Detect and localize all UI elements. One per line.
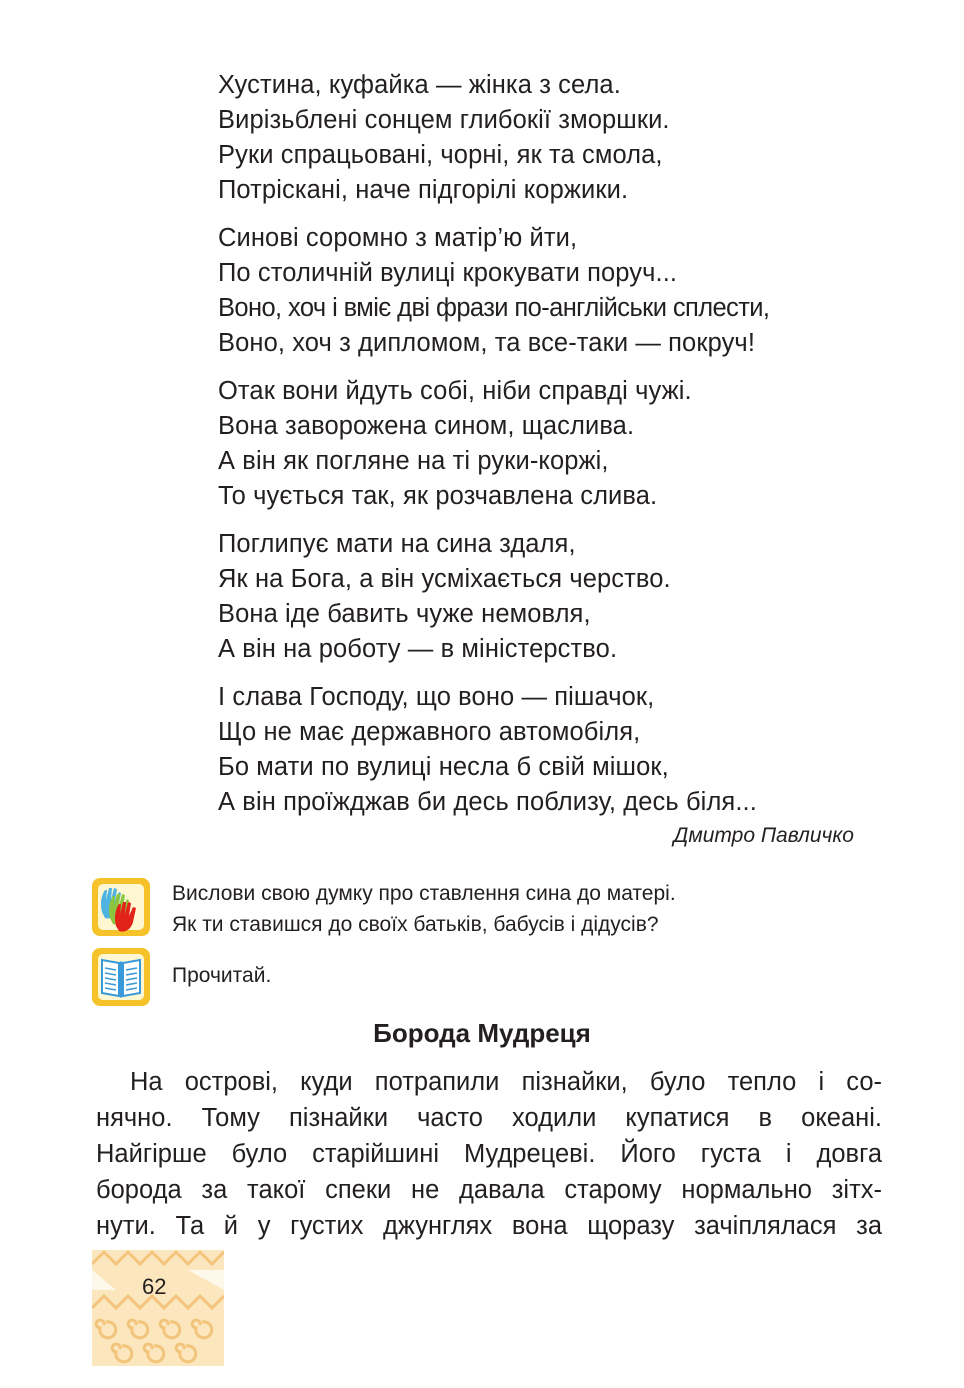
story-title: Борода Мудреця — [373, 1018, 591, 1048]
poem-line: По столичній вулиці крокувати поруч... — [218, 259, 678, 287]
poem-line: Руки спрацьовані, чорні, як та смола, — [218, 141, 663, 169]
stanza — [218, 221, 898, 361]
poem-line: Як на Бога, а він усміхається черство. — [218, 565, 671, 593]
poem-author: Дмитро Павличко — [673, 824, 854, 847]
stanza — [218, 527, 898, 667]
book-icon — [92, 948, 150, 1006]
stanza — [218, 374, 898, 514]
story-text — [96, 1064, 882, 1244]
poem-line: Що не має державного автомобіля, — [218, 718, 641, 746]
poem-line: Вона іде бавить чуже немовля, — [218, 600, 591, 628]
story-line: нячно. Тому пізнайки часто ходили купатися в океані. — [96, 1104, 882, 1132]
poem-line: Хустина, куфайка — жінка з села. — [218, 71, 621, 99]
poem — [218, 68, 898, 833]
poem-line: Бо мати по вулиці несла б свій мішок, — [218, 753, 669, 781]
poem-line: Вирізьблені сонцем глибокії зморшки. — [218, 106, 670, 134]
task-line: Як ти ставишся до своїх батьків, бабусів і дідусів? — [172, 913, 659, 936]
task-text — [172, 878, 676, 940]
stanza — [218, 68, 898, 208]
poem-line: Воно, хоч і вміє дві фрази по-англійськи сплести, — [218, 294, 770, 322]
story-line: Найгірше було старійшині Мудрецеві. Його густа і довга — [96, 1140, 882, 1168]
task-line: Прочитай. — [172, 964, 272, 987]
poem-line: Синові соромно з матір’ю йти, — [218, 224, 578, 252]
task-discuss — [92, 878, 912, 940]
poem-line: Поглипує мати на сина здаля, — [218, 530, 576, 558]
stanza — [218, 680, 898, 820]
task-read — [92, 948, 912, 1006]
poem-line: А він як погляне на ті руки-коржі, — [218, 447, 609, 475]
poem-line: Воно, хоч з дипломом, та все-таки — покруч! — [218, 329, 755, 357]
poem-line: Вона заворожена сином, щаслива. — [218, 412, 635, 440]
story-line: На острові, куди потрапили пізнайки, було тепло і со- — [130, 1068, 882, 1096]
hands-icon — [92, 878, 150, 936]
poem-line: І слава Господу, що воно — пішачок, — [218, 683, 655, 711]
task-line: Вислови свою думку про ставлення сина до матері. — [172, 882, 676, 905]
poem-line: Отак вони йдуть собі, ніби справді чужі. — [218, 377, 692, 405]
corner-ornament — [92, 1250, 224, 1366]
page-number: 62 — [142, 1274, 167, 1299]
story-line: борода за такої спеки не давала старому нормально зітх- — [96, 1176, 882, 1204]
poem-line: А він на роботу — в міністерство. — [218, 635, 618, 663]
story-line: нути. Та й у густих джунглях вона щоразу зачіплялася за — [96, 1212, 882, 1240]
poem-line: Потріскані, наче підгорілі коржики. — [218, 176, 629, 204]
poem-line: То чується так, як розчавлена слива. — [218, 482, 658, 510]
poem-line: А він проїжджав би десь поблизу, десь біля... — [218, 788, 757, 816]
